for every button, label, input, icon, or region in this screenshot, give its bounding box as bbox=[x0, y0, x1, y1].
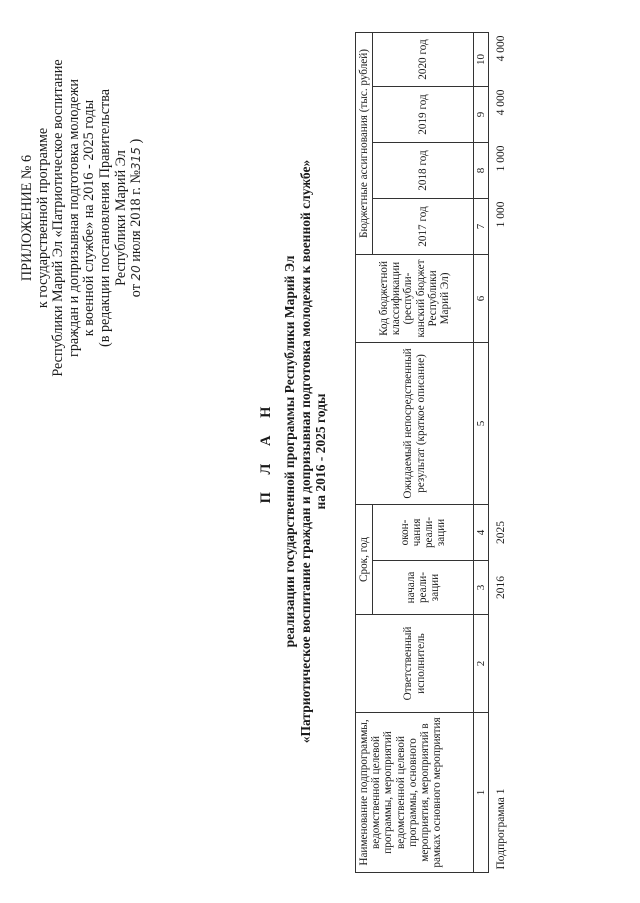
column-number: 8 bbox=[474, 142, 489, 198]
column-number: 3 bbox=[474, 561, 489, 615]
header-term-end: окон-чания реали-зации bbox=[373, 504, 474, 560]
header-term: Срок, год bbox=[356, 504, 373, 614]
header-result: Ожидаемый непосредственный результат (краткое описание) bbox=[356, 342, 474, 504]
column-number: 10 bbox=[474, 32, 489, 86]
appendix-line: к государственной программе bbox=[34, 127, 51, 309]
plan-subtitle-line: на 2016 - 2025 годы bbox=[313, 393, 328, 510]
appendix-line: ПРИЛОЖЕНИЕ № 6 bbox=[19, 154, 35, 282]
plan-title: П Л А Н bbox=[258, 399, 274, 504]
row-code bbox=[489, 254, 510, 342]
column-number: 2 bbox=[474, 615, 489, 713]
column-number: 1 bbox=[474, 713, 489, 873]
row-value-2018: 1 000 bbox=[495, 145, 508, 172]
column-number: 7 bbox=[474, 198, 489, 254]
appendix-line: к военной службе» на 2016 - 2025 годы bbox=[81, 99, 98, 337]
header-code: Код бюджетной классификации (республи-канский бюджет Республики Марий Эл) bbox=[356, 254, 474, 342]
row-result bbox=[489, 342, 510, 504]
column-number-row bbox=[474, 32, 489, 872]
date-mid: июля 2018 г. № bbox=[128, 169, 145, 262]
header-budget: Бюджетные ассигнования (тыс. рублей) bbox=[356, 32, 373, 254]
header-year: 2017 год bbox=[373, 198, 474, 254]
appendix-header bbox=[20, 3, 145, 433]
header-responsible: Ответственный исполнитель bbox=[356, 615, 474, 713]
row-value-2019: 4 000 bbox=[495, 89, 508, 116]
row-name: Подпрограмма 1 bbox=[495, 788, 508, 870]
appendix-line: Республики Марий Эл bbox=[112, 150, 129, 286]
row-value-2017: 1 000 bbox=[495, 201, 508, 228]
header-year: 2018 год bbox=[373, 142, 474, 198]
appendix-date-line bbox=[129, 3, 145, 433]
column-number: 4 bbox=[474, 504, 489, 560]
appendix-line: (в редакции постановления Правительства bbox=[96, 88, 113, 348]
plan-subtitle bbox=[282, 0, 329, 903]
date-prefix: от bbox=[128, 284, 145, 298]
table-header-row bbox=[356, 32, 373, 872]
date-number: 315 bbox=[129, 147, 144, 170]
column-number: 6 bbox=[474, 254, 489, 342]
row-value-2020: 4 000 bbox=[495, 35, 508, 62]
row-end: 2025 bbox=[495, 521, 508, 544]
plan-table bbox=[355, 32, 510, 873]
plan-subtitle-line: «Патриотическое воспитание граждан и допризывная подготовка молодежи к военной службе» bbox=[297, 159, 313, 744]
date-day: 20 bbox=[129, 265, 144, 281]
header-year: 2020 год bbox=[373, 32, 474, 86]
header-year: 2019 год bbox=[373, 86, 474, 142]
header-term-start: начала реали-зации bbox=[373, 561, 474, 615]
appendix-line: Республики Марий Эл «Патриотическое воспитание bbox=[50, 59, 67, 377]
column-number: 5 bbox=[474, 342, 489, 504]
column-number: 9 bbox=[474, 86, 489, 142]
appendix-line: граждан и допризывная подготовка молодежи bbox=[65, 79, 82, 357]
plan-subtitle-line: реализации государственной программы Республики Марий Эл bbox=[282, 255, 297, 648]
table-row bbox=[489, 32, 510, 872]
date-suffix: ) bbox=[128, 138, 145, 144]
row-responsible bbox=[489, 615, 510, 713]
header-name: Наименование подпрограммы, ведомственной целевой программы, мероприятий ведомственной целевой программы, основного мероприятия, мероприятий в рамках основного мероприятия bbox=[356, 713, 474, 873]
row-start: 2016 bbox=[495, 576, 508, 599]
